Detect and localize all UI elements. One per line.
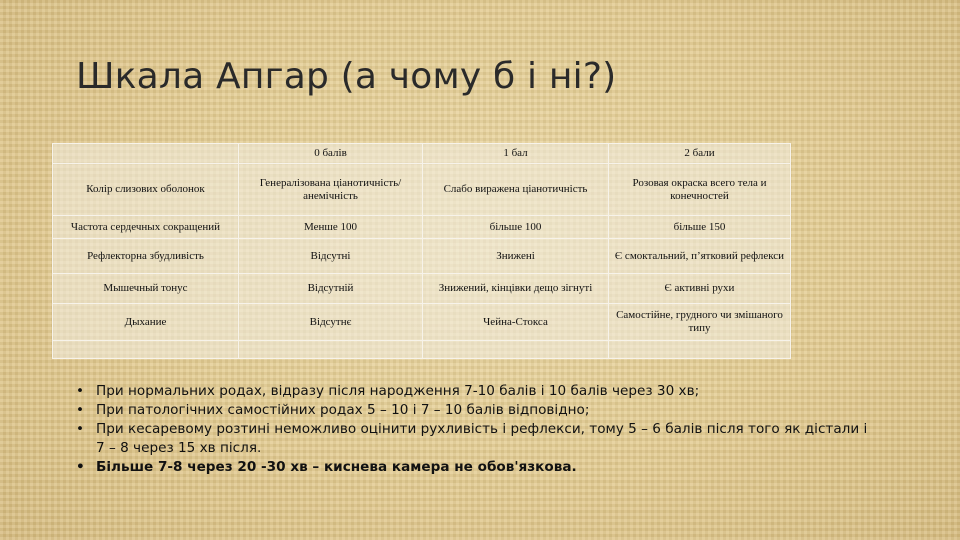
criterion-cell: Частота сердечных сокращений bbox=[53, 216, 239, 239]
bullet-icon: • bbox=[76, 402, 85, 418]
empty-cell bbox=[609, 341, 791, 359]
empty-cell bbox=[423, 341, 609, 359]
table-header-row bbox=[53, 144, 791, 164]
table-row bbox=[53, 216, 791, 239]
header-cell-2-points: 2 бали bbox=[609, 144, 791, 164]
score-2-cell: Самостійне, грудного чи змішаного типу bbox=[609, 304, 791, 341]
score-1-cell: Чейна-Стокса bbox=[423, 304, 609, 341]
score-2-cell: Є активні рухи bbox=[609, 274, 791, 304]
score-1-cell: більше 100 bbox=[423, 216, 609, 239]
score-0-cell: Генералізована ціанотичність/ анемічність bbox=[239, 164, 423, 216]
score-2-cell: Розовая окраска всего тела и конечностей bbox=[609, 164, 791, 216]
header-cell-empty bbox=[53, 144, 239, 164]
header-cell-1-point: 1 бал bbox=[423, 144, 609, 164]
criterion-cell: Мышечный тонус bbox=[53, 274, 239, 304]
list-item-text: При патологічних самостійних родах 5 – 10 і 7 – 10 балів відповідно; bbox=[96, 402, 590, 418]
table-empty-row bbox=[53, 341, 791, 359]
empty-cell bbox=[53, 341, 239, 359]
apgar-table bbox=[52, 143, 791, 359]
list-item bbox=[74, 382, 874, 401]
list-item bbox=[74, 458, 874, 477]
criterion-cell: Дыхание bbox=[53, 304, 239, 341]
slide-title: Шкала Апгар (а чому б і ні?) bbox=[76, 56, 617, 97]
score-0-cell: Відсутнє bbox=[239, 304, 423, 341]
table-row bbox=[53, 304, 791, 341]
score-0-cell: Відсутні bbox=[239, 239, 423, 274]
score-1-cell: Знижені bbox=[423, 239, 609, 274]
score-2-cell: Є смоктальний, п’ятковий рефлекси bbox=[609, 239, 791, 274]
score-2-cell: більше 150 bbox=[609, 216, 791, 239]
notes-list bbox=[74, 382, 874, 477]
empty-cell bbox=[239, 341, 423, 359]
score-0-cell: Відсутній bbox=[239, 274, 423, 304]
criterion-cell: Рефлекторна збудливість bbox=[53, 239, 239, 274]
header-cell-0-points: 0 балів bbox=[239, 144, 423, 164]
list-item bbox=[74, 420, 874, 458]
list-item-text: При кесаревому розтині неможливо оцінити рухливість і рефлекси, тому 5 – 6 балів після того як дістали і 7 – 8 через 15 хв після. bbox=[96, 421, 868, 456]
list-item-text: При нормальних родах, відразу після народження 7-10 балів і 10 балів через 30 хв; bbox=[96, 383, 700, 399]
bullet-icon: • bbox=[76, 383, 85, 399]
table-row bbox=[53, 239, 791, 274]
score-1-cell: Слабо виражена ціанотичність bbox=[423, 164, 609, 216]
table-row bbox=[53, 164, 791, 216]
score-1-cell: Знижений, кінцівки дещо зігнуті bbox=[423, 274, 609, 304]
bullet-icon: • bbox=[76, 421, 85, 437]
bullet-icon: • bbox=[76, 459, 85, 475]
list-item-text: Більше 7-8 через 20 -30 хв – киснева камера не обов'язкова. bbox=[96, 459, 577, 475]
list-item bbox=[74, 401, 874, 420]
score-0-cell: Менше 100 bbox=[239, 216, 423, 239]
criterion-cell: Колір слизових оболонок bbox=[53, 164, 239, 216]
table-row bbox=[53, 274, 791, 304]
